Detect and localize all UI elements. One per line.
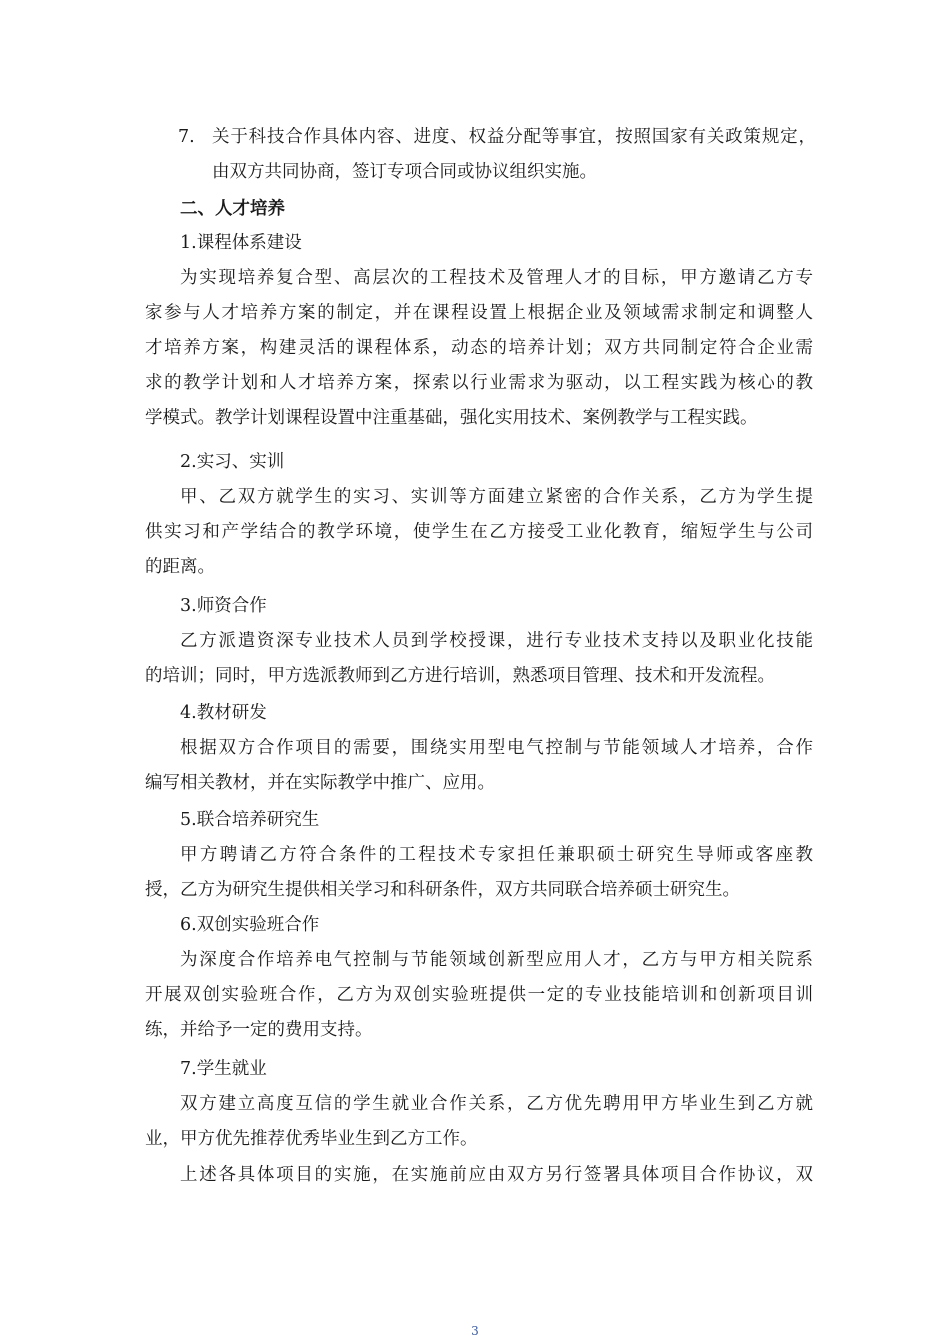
subsection-title: 2.实习、实训 xyxy=(180,452,285,472)
subsection-7 xyxy=(145,1052,813,1157)
paragraph-line: 供实习和产学结合的教学环境，使学生在乙方接受工业化教育，缩短学生与公司 xyxy=(145,522,813,542)
subsection-title: 6.双创实验班合作 xyxy=(180,915,320,935)
subsection-title: 3.师资合作 xyxy=(180,596,267,616)
subsection-title: 5.联合培养研究生 xyxy=(180,810,320,830)
text-line: 由双方共同协商，签订专项合同或协议组织实施。 xyxy=(212,162,597,182)
subsection-title: 7.学生就业 xyxy=(180,1059,267,1079)
paragraph-line: 为实现培养复合型、高层次的工程技术及管理人才的目标，甲方邀请乙方专 xyxy=(180,268,813,288)
paragraph-line: 才培养方案，构建灵活的课程体系，动态的培养计划；双方共同制定符合企业需 xyxy=(145,338,813,358)
paragraph-line: 开展双创实验班合作，乙方为双创实验班提供一定的专业技能培训和创新项目训 xyxy=(145,985,813,1005)
subsection-6 xyxy=(145,908,813,1048)
heading-text: 二、人才培养 xyxy=(180,199,285,219)
subsection-2 xyxy=(145,445,813,585)
closing-paragraph xyxy=(145,1158,813,1193)
paragraph-line: 练，并给予一定的费用支持。 xyxy=(145,1020,373,1040)
page-number: 3 xyxy=(471,1324,479,1338)
paragraph-line: 乙方派遣资深专业技术人员到学校授课，进行专业技术支持以及职业化技能 xyxy=(180,631,813,651)
paragraph-line: 根据双方合作项目的需要，围绕实用型电气控制与节能领域人才培养，合作 xyxy=(180,738,813,758)
paragraph-line: 业，甲方优先推荐优秀毕业生到乙方工作。 xyxy=(145,1129,478,1149)
subsection-5 xyxy=(145,803,813,908)
paragraph-line: 的距离。 xyxy=(145,557,215,577)
subsection-4 xyxy=(145,696,813,801)
paragraph-line: 甲方聘请乙方符合条件的工程技术专家担任兼职硕士研究生导师或客座教 xyxy=(180,845,813,865)
paragraph-line: 甲、乙双方就学生的实习、实训等方面建立紧密的合作关系，乙方为学生提 xyxy=(180,487,813,507)
item-text xyxy=(212,120,816,190)
text-line: 关于科技合作具体内容、进度、权益分配等事宜，按照国家有关政策规定， xyxy=(212,127,816,147)
paragraph-line: 学模式。教学计划课程设置中注重基础，强化实用技术、案例教学与工程实践。 xyxy=(145,408,758,428)
paragraph-line: 求的教学计划和人才培养方案，探索以行业需求为驱动，以工程实践为核心的教 xyxy=(145,373,813,393)
paragraph-line: 上述各具体项目的实施，在实施前应由双方另行签署具体项目合作协议，双 xyxy=(180,1165,813,1185)
section-heading xyxy=(145,192,813,227)
paragraph-line: 家参与人才培养方案的制定，并在课程设置上根据企业及领域需求制定和调整人 xyxy=(145,303,813,323)
paragraph-line: 编写相关教材，并在实际教学中推广、应用。 xyxy=(145,773,495,793)
subsection-1 xyxy=(145,226,813,436)
paragraph-line: 的培训；同时，甲方选派教师到乙方进行培训，熟悉项目管理、技术和开发流程。 xyxy=(145,666,775,686)
paragraph-line: 授，乙方为研究生提供相关学习和科研条件，双方共同联合培养硕士研究生。 xyxy=(145,880,740,900)
subsection-title: 4.教材研发 xyxy=(180,703,267,723)
item-number: 7. xyxy=(178,127,195,147)
subsection-3 xyxy=(145,589,813,694)
paragraph-line: 为深度合作培养电气控制与节能领域创新型应用人才，乙方与甲方相关院系 xyxy=(180,950,813,970)
subsection-title: 1.课程体系建设 xyxy=(180,233,302,253)
paragraph-line: 双方建立高度互信的学生就业合作关系，乙方优先聘用甲方毕业生到乙方就 xyxy=(180,1094,813,1114)
